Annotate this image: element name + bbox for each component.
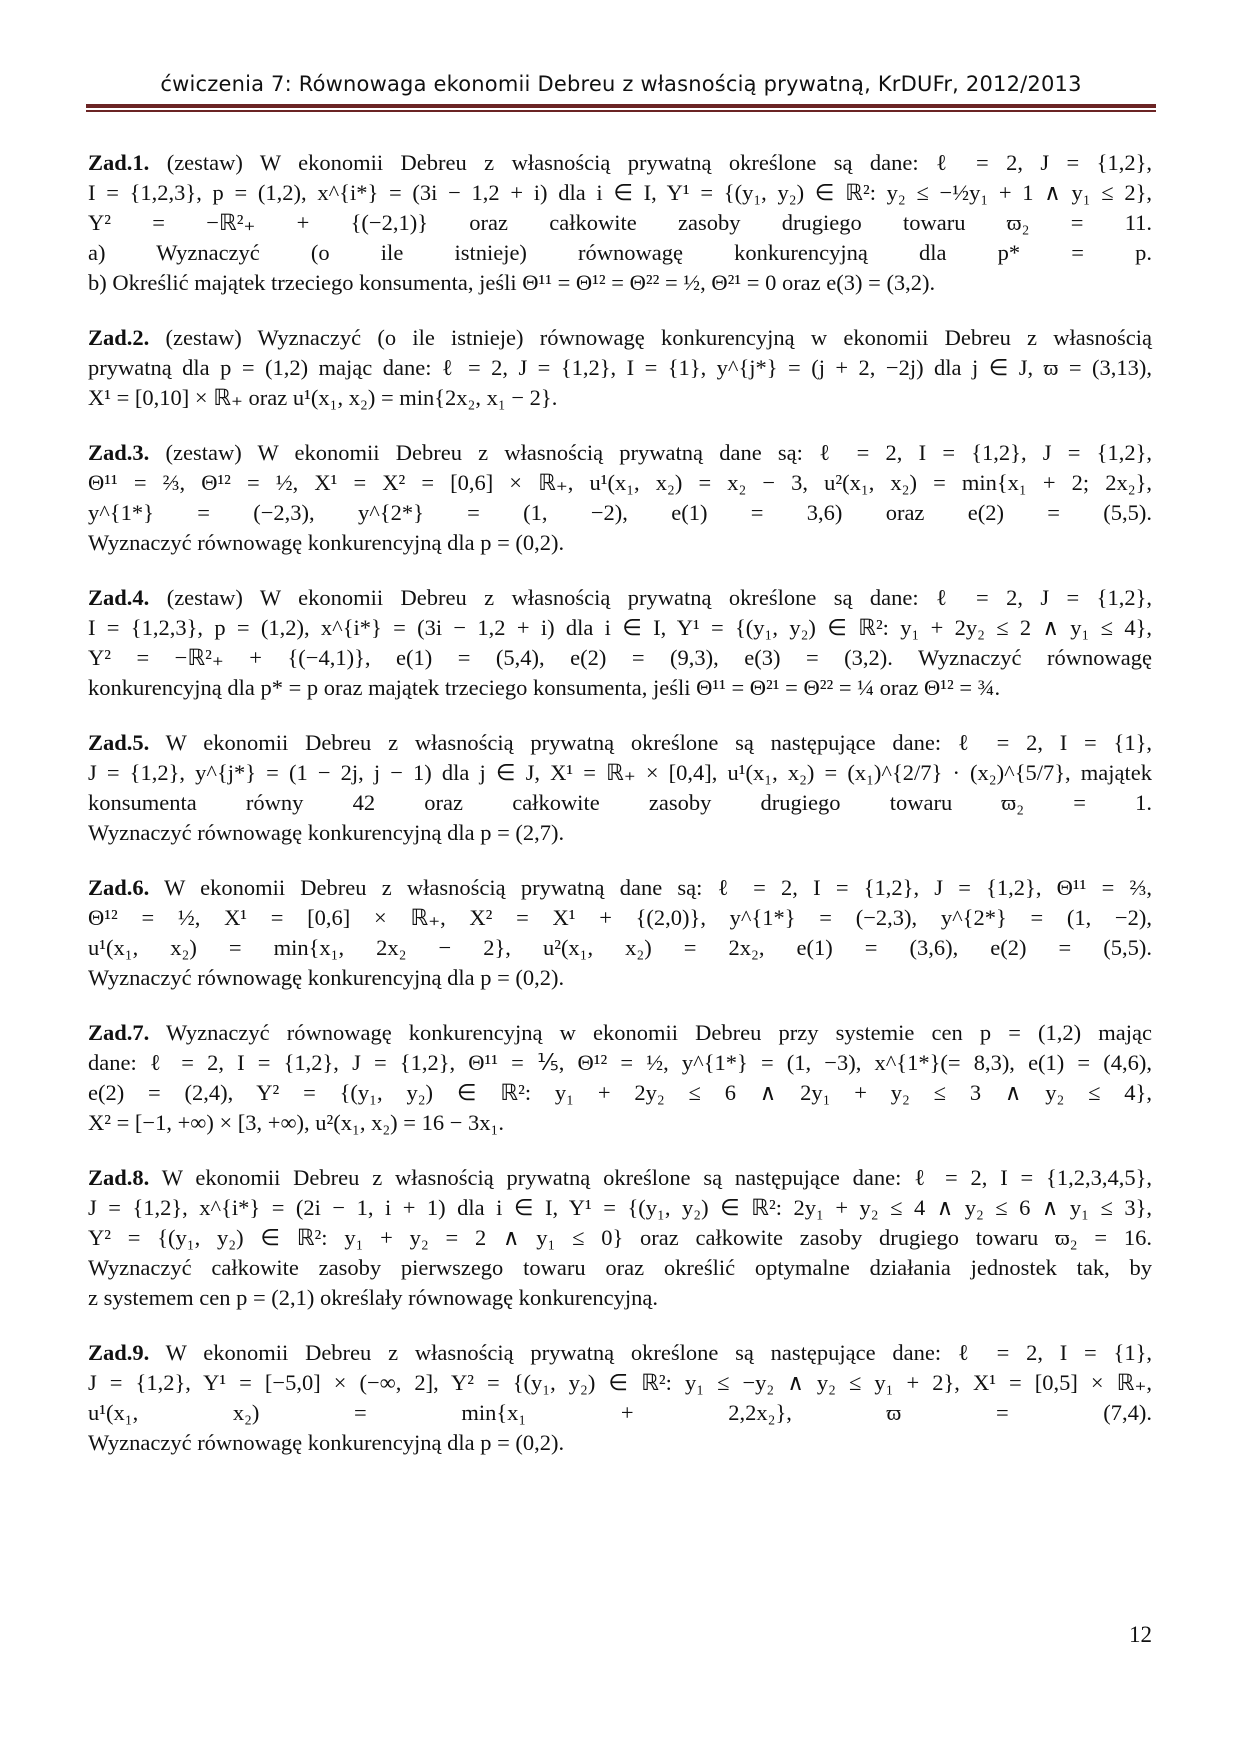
task-line [88,788,1152,818]
task-line [88,468,1152,498]
task-line [88,643,1152,673]
task-line [88,1108,1152,1138]
task-line [88,148,1152,178]
task-text: Y² = −ℝ²₊ + {(−2,1)} oraz całkowite zasoby drugiego towaru ϖ₂ = 11. [88,210,1152,235]
task-text: b) Określić majątek trzeciego konsumenta, jeśli Θ¹¹ = Θ¹² = Θ²² = ½, Θ²¹ = 0 oraz e(3) = (3,2). [88,270,936,295]
task-line [88,238,1152,268]
task-text: Θ¹² = ½, X¹ = [0,6] × ℝ₊, X² = X¹ + {(2,0)}, y^{1*} = (−2,3), y^{2*} = (1, −2), [88,905,1152,930]
task-text: Wyznaczyć równowagę konkurencyjną dla p = (0,2). [88,530,565,555]
task-text: e(2) = (2,4), Y² = {(y₁, y₂) ∈ ℝ²: y₁ + 2y₂ ≤ 6 ∧ 2y₁ + y₂ ≤ 3 ∧ y₂ ≤ 4}, [88,1080,1152,1105]
task-block [88,1018,1152,1138]
task-line [88,873,1152,903]
task-label: Zad.1. [88,150,150,175]
header-rule-thick [86,104,1156,108]
task-label: Zad.8. [88,1165,150,1190]
task-text: W ekonomii Debreu z własnością prywatną dane są: ℓ = 2, I = {1,2}, J = {1,2}, Θ¹¹ = ⅔, [164,875,1152,900]
task-line [88,728,1152,758]
task-text: Y² = −ℝ²₊ + {(−4,1)}, e(1) = (5,4), e(2) = (9,3), e(3) = (3,2). Wyznaczyć równowagę [88,645,1152,670]
page-number: 12 [1129,1622,1152,1647]
task-text: I = {1,2,3}, p = (1,2), x^{i*} = (3i − 1,2 + i) dla i ∈ I, Y¹ = {(y₁, y₂) ∈ ℝ²: y₂ ≤ −½y₁ + 1 ∧ y₁ ≤ 2}, [88,180,1152,205]
task-text: I = {1,2,3}, p = (1,2), x^{i*} = (3i − 1,2 + i) dla i ∈ I, Y¹ = {(y₁, y₂) ∈ ℝ²: y₁ + 2y₂ ≤ 2 ∧ y₁ ≤ 4}, [88,615,1152,640]
task-text: konkurencyjną dla p* = p oraz majątek trzeciego konsumenta, jeśli Θ¹¹ = Θ²¹ = Θ²² = ¼ oraz Θ¹² = ¾. [88,675,1001,700]
task-block [88,1338,1152,1458]
task-line [88,528,1152,558]
task-line [88,1398,1152,1428]
task-line [88,178,1152,208]
task-line [88,933,1152,963]
task-line [88,268,1152,298]
task-label: Zad.5. [88,730,150,755]
task-line [88,818,1152,848]
task-text: Θ¹¹ = ⅔, Θ¹² = ½, X¹ = X² = [0,6] × ℝ₊, u¹(x₁, x₂) = x₂ − 3, u²(x₁, x₂) = min{x₁ + 2; 2x₂}, [88,470,1152,495]
task-line [88,613,1152,643]
task-line [88,1428,1152,1458]
task-text: W ekonomii Debreu z własnością prywatną określone są następujące dane: ℓ = 2, I = {1}, [165,730,1153,755]
page-header: ćwiczenia 7: Równowaga ekonomii Debreu z własnością prywatną, KrDUFr, 2012/2013 [160,72,1082,96]
task-line [88,1253,1152,1283]
task-text: Wyznaczyć równowagę konkurencyjną dla p = (0,2). [88,1430,565,1455]
task-text: Wyznaczyć całkowite zasoby pierwszego towaru oraz określić optymalne działania jednostek tak, by [88,1255,1152,1280]
tasks-container [88,148,1152,1483]
header-rule-thin [86,110,1156,112]
task-block [88,873,1152,993]
task-label: Zad.2. [88,325,150,350]
task-line [88,903,1152,933]
task-block [88,583,1152,703]
task-line [88,673,1152,703]
task-text: (zestaw) W ekonomii Debreu z własnością prywatną dane są: ℓ = 2, I = {1,2}, J = {1,2}, [165,440,1153,465]
task-text: u¹(x₁, x₂) = min{x₁, 2x₂ − 2}, u²(x₁, x₂) = 2x₂, e(1) = (3,6), e(2) = (5,5). [88,935,1152,960]
task-line [88,383,1152,413]
task-label: Zad.7. [88,1020,150,1045]
task-text: (zestaw) W ekonomii Debreu z własnością prywatną określone są dane: ℓ = 2, J = {1,2}, [166,150,1152,175]
task-text: Y² = {(y₁, y₂) ∈ ℝ²: y₁ + y₂ = 2 ∧ y₁ ≤ 0} oraz całkowite zasoby drugiego towaru ϖ₂ = 16. [88,1225,1152,1250]
task-text: (zestaw) W ekonomii Debreu z własnością prywatną określone są dane: ℓ = 2, J = {1,2}, [166,585,1152,610]
task-text: y^{1*} = (−2,3), y^{2*} = (1, −2), e(1) = 3,6) oraz e(2) = (5,5). [88,500,1152,525]
task-text: z systemem cen p = (2,1) określały równowagę konkurencyjną. [88,1285,659,1310]
task-text: Wyznaczyć równowagę konkurencyjną dla p = (2,7). [88,820,565,845]
task-block [88,438,1152,558]
task-text: W ekonomii Debreu z własnością prywatną określone są następujące dane: ℓ = 2, I = {1}, [165,1340,1153,1365]
task-line [88,583,1152,613]
task-label: Zad.6. [88,875,150,900]
task-text: J = {1,2}, x^{i*} = (2i − 1, i + 1) dla i ∈ I, Y¹ = {(y₁, y₂) ∈ ℝ²: 2y₁ + y₂ ≤ 4 ∧ y₂ ≤ 6 ∧ y₁ ≤ 3}, [88,1195,1152,1220]
task-text: X² = [−1, +∞) × [3, +∞), u²(x₁, x₂) = 16 − 3x₁. [88,1110,505,1135]
task-line [88,1193,1152,1223]
task-line [88,1078,1152,1108]
task-line [88,498,1152,528]
task-text: Wyznaczyć równowagę konkurencyjną dla p = (0,2). [88,965,565,990]
task-line [88,1018,1152,1048]
task-line [88,1368,1152,1398]
task-line [88,1048,1152,1078]
task-text: X¹ = [0,10] × ℝ₊ oraz u¹(x₁, x₂) = min{2x₂, x₁ − 2}. [88,385,558,410]
task-text: konsumenta równy 42 oraz całkowite zasoby drugiego towaru ϖ₂ = 1. [88,790,1152,815]
task-block [88,728,1152,848]
task-label: Zad.3. [88,440,150,465]
task-line [88,963,1152,993]
task-text: a) Wyznaczyć (o ile istnieje) równowagę konkurencyjną dla p* = p. [88,240,1152,265]
task-line [88,1283,1152,1313]
task-line [88,1163,1152,1193]
task-text: J = {1,2}, y^{j*} = (1 − 2j, j − 1) dla j ∈ J, X¹ = ℝ₊ × [0,4], u¹(x₁, x₂) = (x₁)^{2/7} · (x₂)^{5/7}, majątek [88,760,1152,785]
task-block [88,148,1152,298]
task-line [88,353,1152,383]
task-block [88,1163,1152,1313]
task-line [88,1338,1152,1368]
task-text: (zestaw) Wyznaczyć (o ile istnieje) równowagę konkurencyjną w ekonomii Debreu z własnością [165,325,1152,350]
task-line [88,208,1152,238]
task-text: W ekonomii Debreu z własnością prywatną określone są następujące dane: ℓ = 2, I = {1,2,3,4,5}, [161,1165,1153,1190]
task-text: dane: ℓ = 2, I = {1,2}, J = {1,2}, Θ¹¹ = ⅕, Θ¹² = ½, y^{1*} = (1, −3), x^{1*}(= 8,3), e(1) = (4,6), [88,1050,1152,1075]
task-text: prywatną dla p = (1,2) mając dane: ℓ = 2, J = {1,2}, I = {1}, y^{j*} = (j + 2, −2j) dla j ∈ J, ϖ = (3,13), [88,355,1152,380]
task-label: Zad.9. [88,1340,150,1365]
task-label: Zad.4. [88,585,150,610]
task-line [88,758,1152,788]
task-line [88,1223,1152,1253]
task-line [88,438,1152,468]
task-text: Wyznaczyć równowagę konkurencyjną w ekonomii Debreu przy systemie cen p = (1,2) mając [166,1020,1152,1045]
task-text: J = {1,2}, Y¹ = [−5,0] × (−∞, 2], Y² = {(y₁, y₂) ∈ ℝ²: y₁ ≤ −y₂ ∧ y₂ ≤ y₁ + 2}, X¹ = [0,5] × ℝ₊, [88,1370,1152,1395]
task-line [88,323,1152,353]
task-block [88,323,1152,413]
task-text: u¹(x₁, x₂) = min{x₁ + 2,2x₂}, ϖ = (7,4). [88,1400,1152,1425]
